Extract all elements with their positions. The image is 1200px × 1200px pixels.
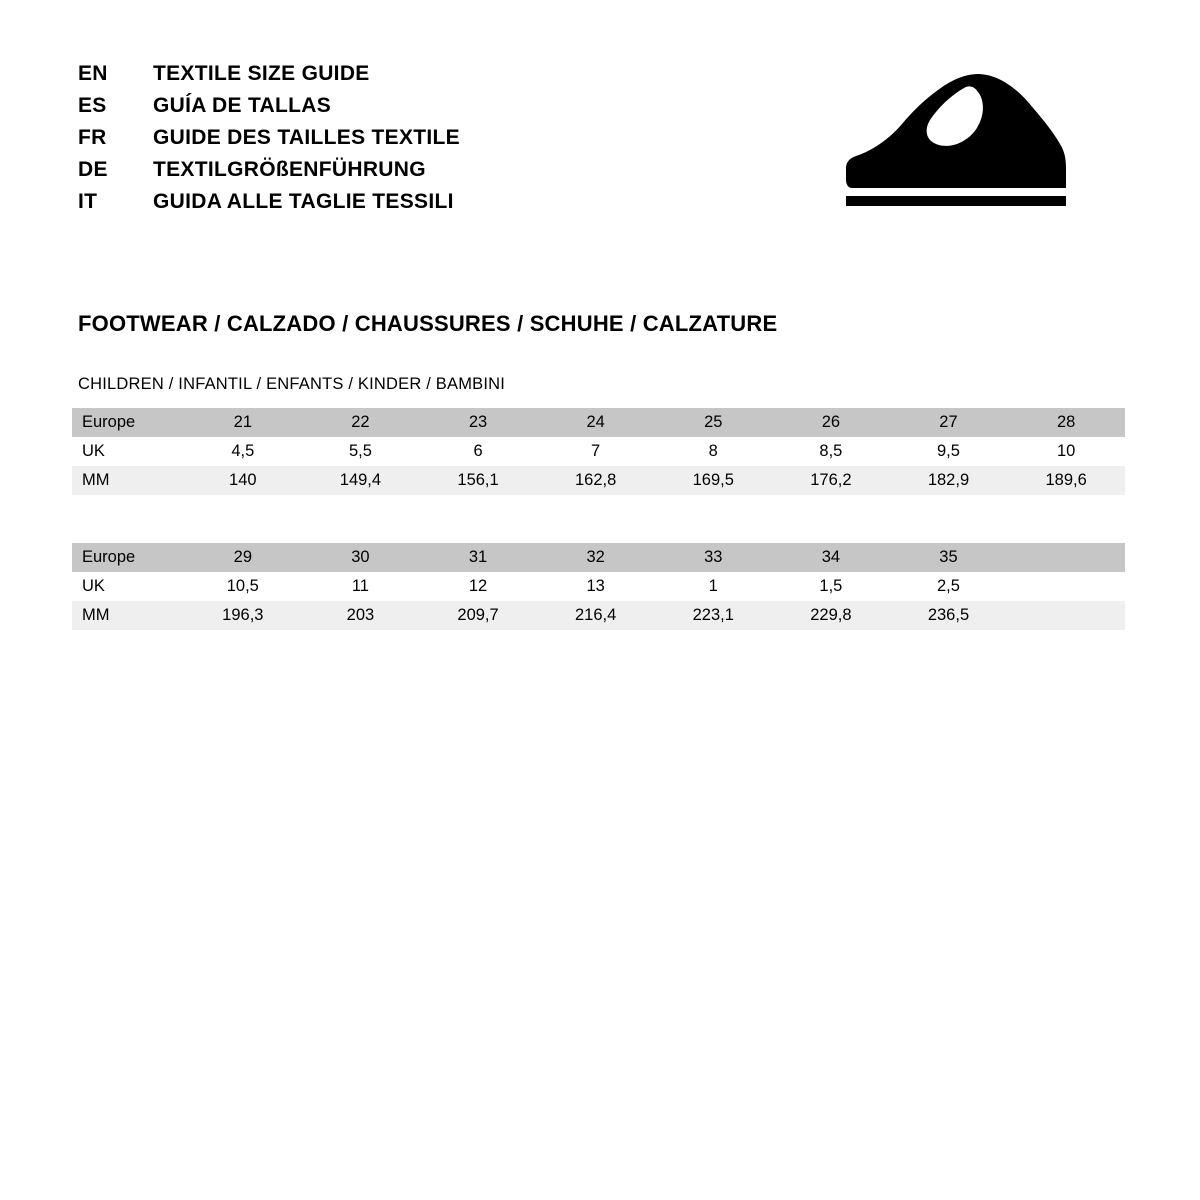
language-code-en: EN (78, 62, 108, 85)
language-row-it (78, 190, 460, 222)
cell-uk-0: 10,5 (184, 572, 302, 601)
language-code-fr: FR (78, 126, 107, 149)
cell-europe-5: 26 (772, 408, 890, 437)
cell-europe-4: 25 (654, 408, 772, 437)
cell-mm-0: 196,3 (184, 601, 302, 630)
cell-mm-4: 169,5 (654, 466, 772, 495)
cell-mm-0: 140 (184, 466, 302, 495)
cell-mm-1: 203 (302, 601, 420, 630)
cell-mm-7: 189,6 (1007, 466, 1125, 495)
cell-uk-7 (1007, 572, 1125, 601)
cell-mm-5: 229,8 (772, 601, 890, 630)
cell-europe-5: 34 (772, 543, 890, 572)
cell-europe-2: 31 (419, 543, 537, 572)
language-title-list (78, 62, 460, 222)
cell-uk-1: 11 (302, 572, 420, 601)
cell-europe-4: 33 (654, 543, 772, 572)
cell-europe-7: 28 (1007, 408, 1125, 437)
cell-uk-3: 13 (537, 572, 655, 601)
row-label-mm: MM (72, 601, 184, 630)
language-title-it: GUIDA ALLE TAGLIE TESSILI (153, 190, 454, 213)
cell-uk-1: 5,5 (302, 437, 420, 466)
language-title-en: TEXTILE SIZE GUIDE (153, 62, 370, 85)
row-label-mm: MM (72, 466, 184, 495)
cell-uk-6: 9,5 (890, 437, 1008, 466)
cell-europe-1: 22 (302, 408, 420, 437)
cell-uk-4: 8 (654, 437, 772, 466)
cell-mm-2: 156,1 (419, 466, 537, 495)
table-row (72, 466, 1125, 495)
cell-uk-3: 7 (537, 437, 655, 466)
cell-europe-7 (1007, 543, 1125, 572)
cell-mm-7 (1007, 601, 1125, 630)
cell-uk-7: 10 (1007, 437, 1125, 466)
cell-europe-2: 23 (419, 408, 537, 437)
language-code-it: IT (78, 190, 98, 213)
row-label-europe: Europe (72, 543, 184, 572)
language-code-de: DE (78, 158, 108, 181)
size-table-children-29-35 (72, 543, 1125, 630)
language-row-de (78, 158, 460, 190)
row-label-uk: UK (72, 572, 184, 601)
size-table-children-21-28 (72, 408, 1125, 495)
cell-mm-6: 236,5 (890, 601, 1008, 630)
cell-uk-2: 6 (419, 437, 537, 466)
table-row (72, 601, 1125, 630)
cell-uk-4: 1 (654, 572, 772, 601)
cell-europe-3: 24 (537, 408, 655, 437)
cell-mm-6: 182,9 (890, 466, 1008, 495)
language-row-es (78, 94, 460, 126)
cell-mm-1: 149,4 (302, 466, 420, 495)
language-row-en (78, 62, 460, 94)
cell-mm-3: 162,8 (537, 466, 655, 495)
cell-europe-0: 29 (184, 543, 302, 572)
section-subtitle: CHILDREN / INFANTIL / ENFANTS / KINDER / BAMBINI (78, 375, 506, 393)
cell-europe-1: 30 (302, 543, 420, 572)
cell-uk-2: 12 (419, 572, 537, 601)
header (78, 62, 1128, 222)
cell-europe-0: 21 (184, 408, 302, 437)
row-label-uk: UK (72, 437, 184, 466)
shoe-icon (846, 72, 1066, 212)
row-label-europe: Europe (72, 408, 184, 437)
table-row (72, 572, 1125, 601)
table-row (72, 543, 1125, 572)
cell-mm-2: 209,7 (419, 601, 537, 630)
cell-europe-6: 35 (890, 543, 1008, 572)
cell-europe-6: 27 (890, 408, 1008, 437)
language-row-fr (78, 126, 460, 158)
language-code-es: ES (78, 94, 107, 117)
cell-uk-6: 2,5 (890, 572, 1008, 601)
cell-uk-0: 4,5 (184, 437, 302, 466)
language-title-fr: GUIDE DES TAILLES TEXTILE (153, 126, 460, 149)
page-title: FOOTWEAR / CALZADO / CHAUSSURES / SCHUHE / CALZATURE (78, 311, 778, 336)
language-title-de: TEXTILGRÖßENFÜHRUNG (153, 158, 426, 181)
cell-uk-5: 1,5 (772, 572, 890, 601)
cell-mm-5: 176,2 (772, 466, 890, 495)
cell-mm-3: 216,4 (537, 601, 655, 630)
cell-uk-5: 8,5 (772, 437, 890, 466)
language-title-es: GUÍA DE TALLAS (153, 94, 332, 117)
cell-europe-3: 32 (537, 543, 655, 572)
cell-mm-4: 223,1 (654, 601, 772, 630)
table-row (72, 408, 1125, 437)
table-row (72, 437, 1125, 466)
